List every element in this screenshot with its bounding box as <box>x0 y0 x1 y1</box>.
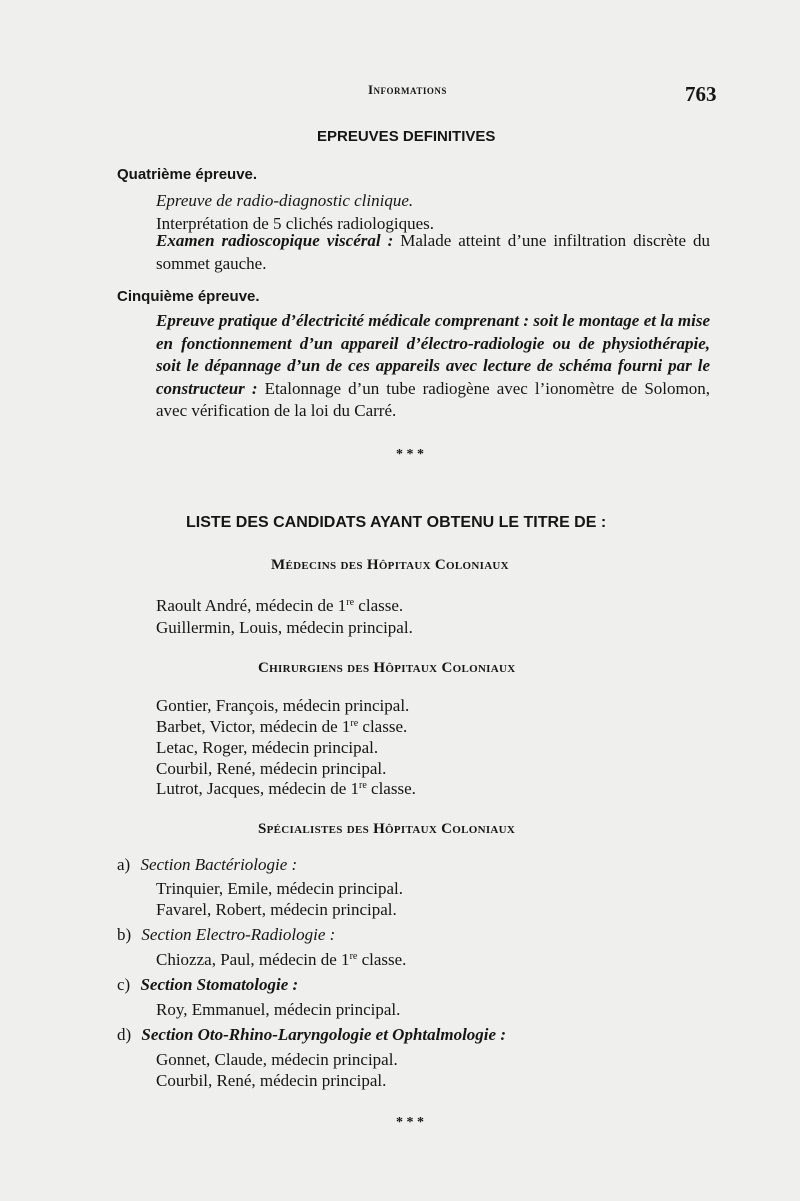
section-d: d) Section Oto-Rhino-Laryngologie et Ophtalmologie : <box>117 1025 506 1044</box>
candidate-line: Barbet, Victor, médecin de 1re classe. <box>156 717 408 736</box>
separator-text: * * * <box>396 1115 424 1130</box>
candidate-line: Courbil, René, médecin principal. <box>156 759 387 778</box>
separator-text: * * * <box>396 447 424 462</box>
cinquieme-text <box>156 310 710 423</box>
candidate-line: Gonnet, Claude, médecin principal. <box>156 1050 398 1069</box>
candidate-line: Gontier, François, médecin principal. <box>156 696 410 715</box>
liste-title: LISTE DES CANDIDATS AYANT OBTENU LE TITRE DE : <box>186 514 607 531</box>
quatrieme-line1: Epreuve de radio-diagnostic clinique. <box>156 191 414 210</box>
cinquieme-rest: Etalonnage d’un tube radiogène avec l’ionomètre de Solomon, avec vérification de la loi du Carré. <box>156 378 710 420</box>
quatrieme-exam <box>156 229 710 275</box>
specialistes-heading: Spécialistes des Hôpitaux Coloniaux <box>258 821 516 837</box>
candidate-line: Guillermin, Louis, médecin principal. <box>156 618 413 637</box>
separator-stars <box>395 447 425 462</box>
section-a: a) Section Bactériologie : <box>117 855 298 874</box>
candidate-line: Trinquier, Emile, médecin principal. <box>156 879 404 898</box>
candidate-line: Chiozza, Paul, médecin de 1re classe. <box>156 950 407 969</box>
candidate-line: Favarel, Robert, médecin principal. <box>156 900 397 919</box>
candidate-line: Courbil, René, médecin principal. <box>156 1071 387 1090</box>
running-header: Informations <box>368 82 447 97</box>
candidate-line: Roy, Emmanuel, médecin principal. <box>156 1000 401 1019</box>
exam-italic: Examen radioscopique viscéral : <box>156 231 394 250</box>
epreuves-title: EPREUVES DEFINITIVES <box>317 128 496 145</box>
separator-stars-bottom <box>395 1115 425 1130</box>
medecins-heading: Médecins des Hôpitaux Coloniaux <box>271 557 509 573</box>
quatrieme-line2: Interprétation de 5 clichés radiologiques. <box>156 214 435 233</box>
candidate-line: Raoult André, médecin de 1re classe. <box>156 596 404 615</box>
page-number: 763 <box>685 82 717 106</box>
section-c: c) Section Stomatologie : <box>117 975 299 994</box>
quatrieme-label: Quatrième épreuve. <box>117 166 258 183</box>
section-b: b) Section Electro-Radiologie : <box>117 925 336 944</box>
exam-rest: Malade atteint d’une infiltration discrète du sommet gauche. <box>156 231 710 273</box>
candidate-line: Lutrot, Jacques, médecin de 1re classe. <box>156 779 416 798</box>
cinquieme-label: Cinquième épreuve. <box>117 288 260 305</box>
cinquieme-italic: Epreuve pratique d’électricité médicale comprenant : soit le montage et la mise en fonctionnement d’un appareil d’électro-radiologie ou de physiothérapie, soit le dépannage d’un de ces appareils avec lecture de schéma fourni par le constructeur : <box>156 311 710 398</box>
chirurgiens-heading: Chirurgiens des Hôpitaux Coloniaux <box>258 660 516 676</box>
candidate-line: Letac, Roger, médecin principal. <box>156 738 379 757</box>
